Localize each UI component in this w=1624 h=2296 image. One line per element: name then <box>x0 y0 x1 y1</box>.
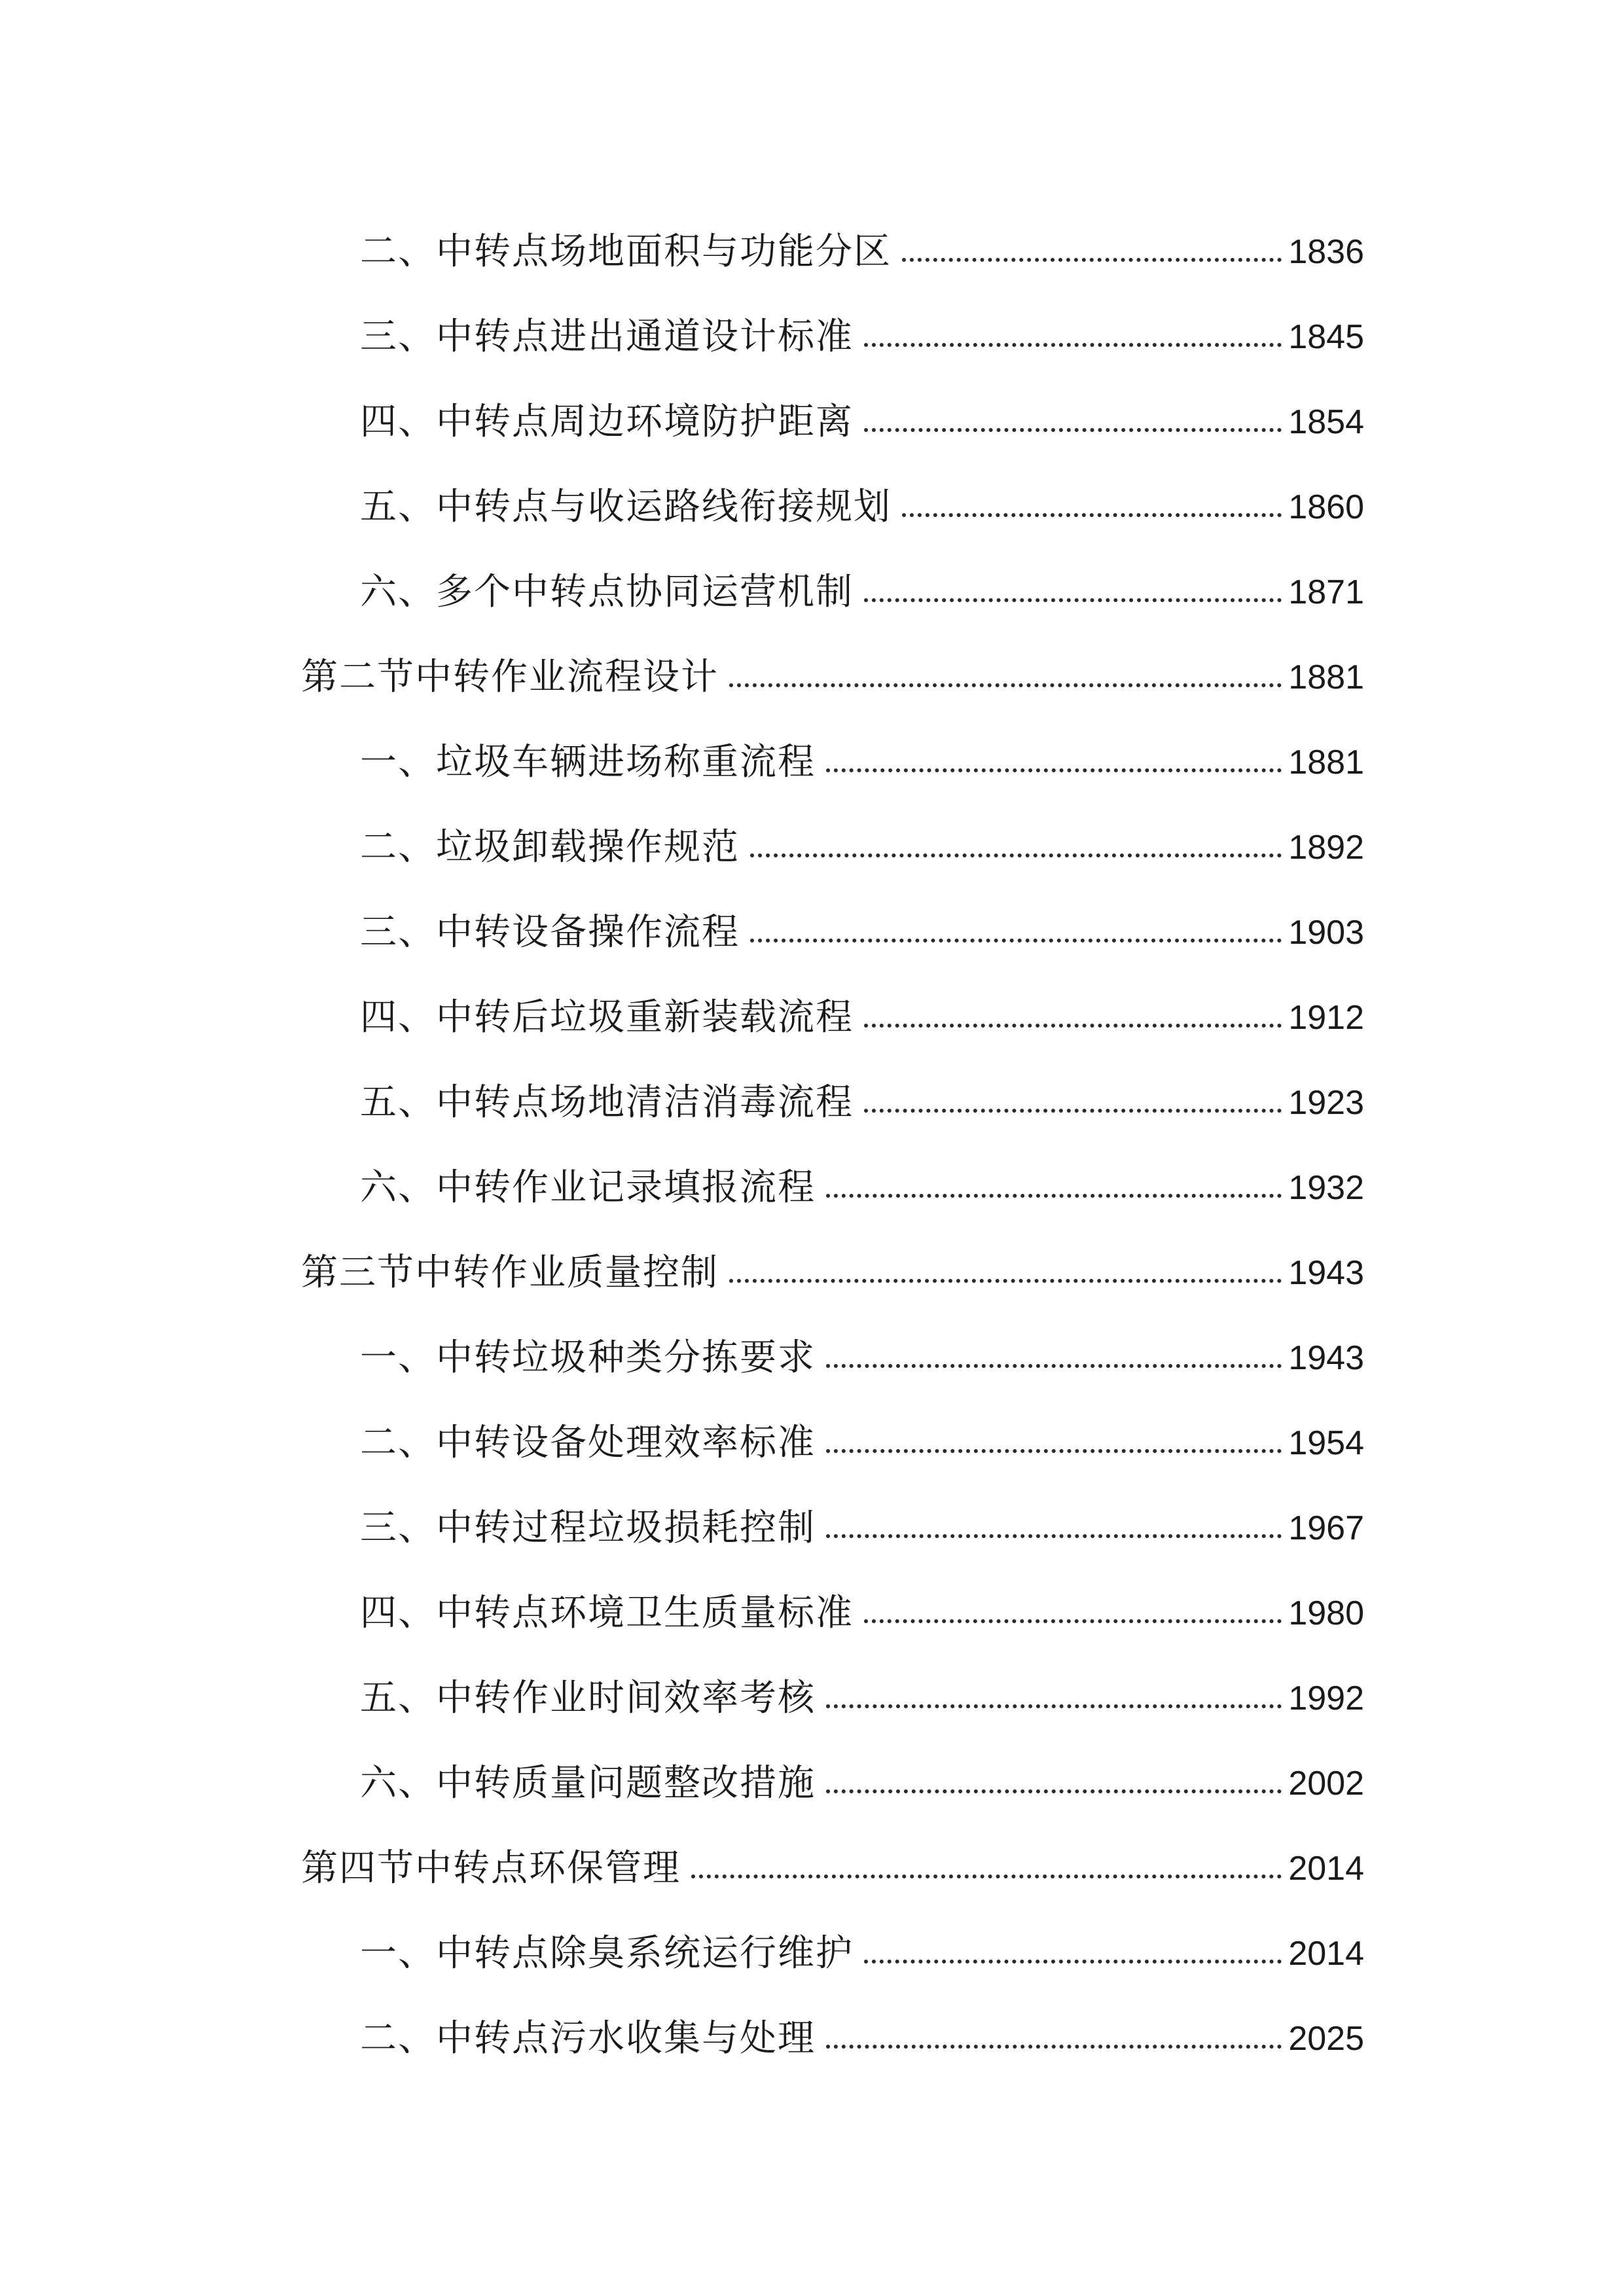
toc-dot-leader <box>729 1279 1282 1283</box>
toc-entry[interactable] <box>360 1655 1364 1720</box>
toc-page-number: 1992 <box>1288 1679 1364 1717</box>
toc-entry[interactable] <box>360 1995 1364 2060</box>
toc-page-number: 1854 <box>1288 403 1364 441</box>
toc-dot-leader <box>826 768 1282 772</box>
toc-dot-leader <box>750 939 1282 942</box>
toc-entry-title: 一、中转垃圾种类分拣要求 <box>360 1336 816 1379</box>
toc-section-title: 第二节中转作业流程设计 <box>301 656 719 698</box>
toc-section-title: 第四节中转点环保管理 <box>301 1847 681 1890</box>
toc-dot-leader <box>826 2045 1282 2049</box>
toc-entry-title: 四、中转点环境卫生质量标准 <box>360 1592 854 1634</box>
toc-entry-title: 六、多个中转点协同运营机制 <box>360 571 854 613</box>
toc-dot-leader <box>826 1789 1282 1793</box>
toc-page-number: 2014 <box>1288 1850 1364 1888</box>
toc-section-entry[interactable] <box>301 1229 1364 1295</box>
toc-entry-title: 三、中转设备操作流程 <box>360 911 740 954</box>
toc-page-number: 1836 <box>1288 233 1364 271</box>
toc-entry[interactable] <box>360 1570 1364 1635</box>
toc-dot-leader <box>902 513 1282 517</box>
toc-section-entry[interactable] <box>301 634 1364 699</box>
toc-page-number: 2025 <box>1288 2020 1364 2058</box>
toc-entry-title: 一、垃圾车辆进场称重流程 <box>360 741 816 783</box>
toc-entry[interactable] <box>360 548 1364 614</box>
toc-page-number: 1967 <box>1288 1509 1364 1547</box>
toc-entry[interactable] <box>360 1484 1364 1550</box>
toc-page-number: 1845 <box>1288 318 1364 356</box>
toc-page-number: 1980 <box>1288 1594 1364 1632</box>
toc-page-number: 1912 <box>1288 999 1364 1037</box>
toc-dot-leader <box>864 1960 1282 1964</box>
toc-dot-leader <box>864 1619 1282 1623</box>
toc-page-number: 1881 <box>1288 658 1364 696</box>
toc-dot-leader <box>864 1024 1282 1028</box>
toc-entry-title: 六、中转质量问题整改措施 <box>360 1762 816 1804</box>
toc-entry[interactable] <box>360 1399 1364 1465</box>
toc-page-number: 1881 <box>1288 744 1364 781</box>
toc-page-number: 1903 <box>1288 914 1364 952</box>
toc-dot-leader <box>826 1704 1282 1708</box>
toc-entry-title: 三、中转过程垃圾损耗控制 <box>360 1507 816 1549</box>
toc-entry[interactable] <box>360 463 1364 529</box>
toc-entry[interactable] <box>360 804 1364 869</box>
toc-entry[interactable] <box>360 719 1364 784</box>
toc-page-number: 1932 <box>1288 1169 1364 1207</box>
toc-dot-leader <box>864 598 1282 602</box>
toc-entry[interactable] <box>360 1144 1364 1210</box>
toc-entry-title: 一、中转点除臭系统运行维护 <box>360 1932 854 1975</box>
toc-entry[interactable] <box>360 1740 1364 1805</box>
toc-section-title: 第三节中转作业质量控制 <box>301 1251 719 1294</box>
toc-page-number: 1860 <box>1288 488 1364 526</box>
toc-page-number: 1943 <box>1288 1339 1364 1377</box>
toc-page-number: 1923 <box>1288 1084 1364 1122</box>
toc-page-number: 2014 <box>1288 1935 1364 1973</box>
toc-entry-title: 四、中转点周边环境防护距离 <box>360 401 854 443</box>
toc-page-number: 2002 <box>1288 1765 1364 1803</box>
toc-entry[interactable] <box>360 208 1364 274</box>
toc-entry-title: 二、中转设备处理效率标准 <box>360 1422 816 1464</box>
toc-dot-leader <box>864 428 1282 432</box>
toc-entry[interactable] <box>360 974 1364 1039</box>
toc-section-entry[interactable] <box>301 1825 1364 1890</box>
toc-page-number: 1943 <box>1288 1254 1364 1292</box>
toc-dot-leader <box>826 1449 1282 1453</box>
toc-page-number: 1954 <box>1288 1424 1364 1462</box>
toc-entry-title: 五、中转作业时间效率考核 <box>360 1677 816 1719</box>
toc-dot-leader <box>826 1534 1282 1538</box>
toc-entry-title: 三、中转点进出通道设计标准 <box>360 315 854 358</box>
toc-entry[interactable] <box>360 889 1364 954</box>
toc-entry-title: 二、中转点污水收集与处理 <box>360 2017 816 2060</box>
toc-entry-title: 二、中转点场地面积与功能分区 <box>360 230 892 273</box>
toc-entry-title: 四、中转后垃圾重新装载流程 <box>360 996 854 1039</box>
toc-dot-leader <box>691 1874 1282 1878</box>
toc-page-number: 1871 <box>1288 573 1364 611</box>
toc-page-number: 1892 <box>1288 829 1364 867</box>
toc-entry[interactable] <box>360 293 1364 359</box>
toc-dot-leader <box>826 1194 1282 1198</box>
toc-entry[interactable] <box>360 1910 1364 1975</box>
toc-entry[interactable] <box>360 1314 1364 1380</box>
toc-dot-leader <box>826 1364 1282 1368</box>
toc-entry[interactable] <box>360 1059 1364 1124</box>
toc-dot-leader <box>750 853 1282 857</box>
toc-entry-title: 二、垃圾卸载操作规范 <box>360 826 740 869</box>
toc-entry-title: 六、中转作业记录填报流程 <box>360 1166 816 1209</box>
toc-dot-leader <box>864 1109 1282 1113</box>
toc-entry-title: 五、中转点场地清洁消毒流程 <box>360 1081 854 1124</box>
toc-dot-leader <box>902 258 1282 262</box>
toc-dot-leader <box>864 343 1282 347</box>
toc-entry[interactable] <box>360 378 1364 444</box>
toc-entry-title: 五、中转点与收运路线衔接规划 <box>360 486 892 528</box>
toc-dot-leader <box>729 683 1282 687</box>
